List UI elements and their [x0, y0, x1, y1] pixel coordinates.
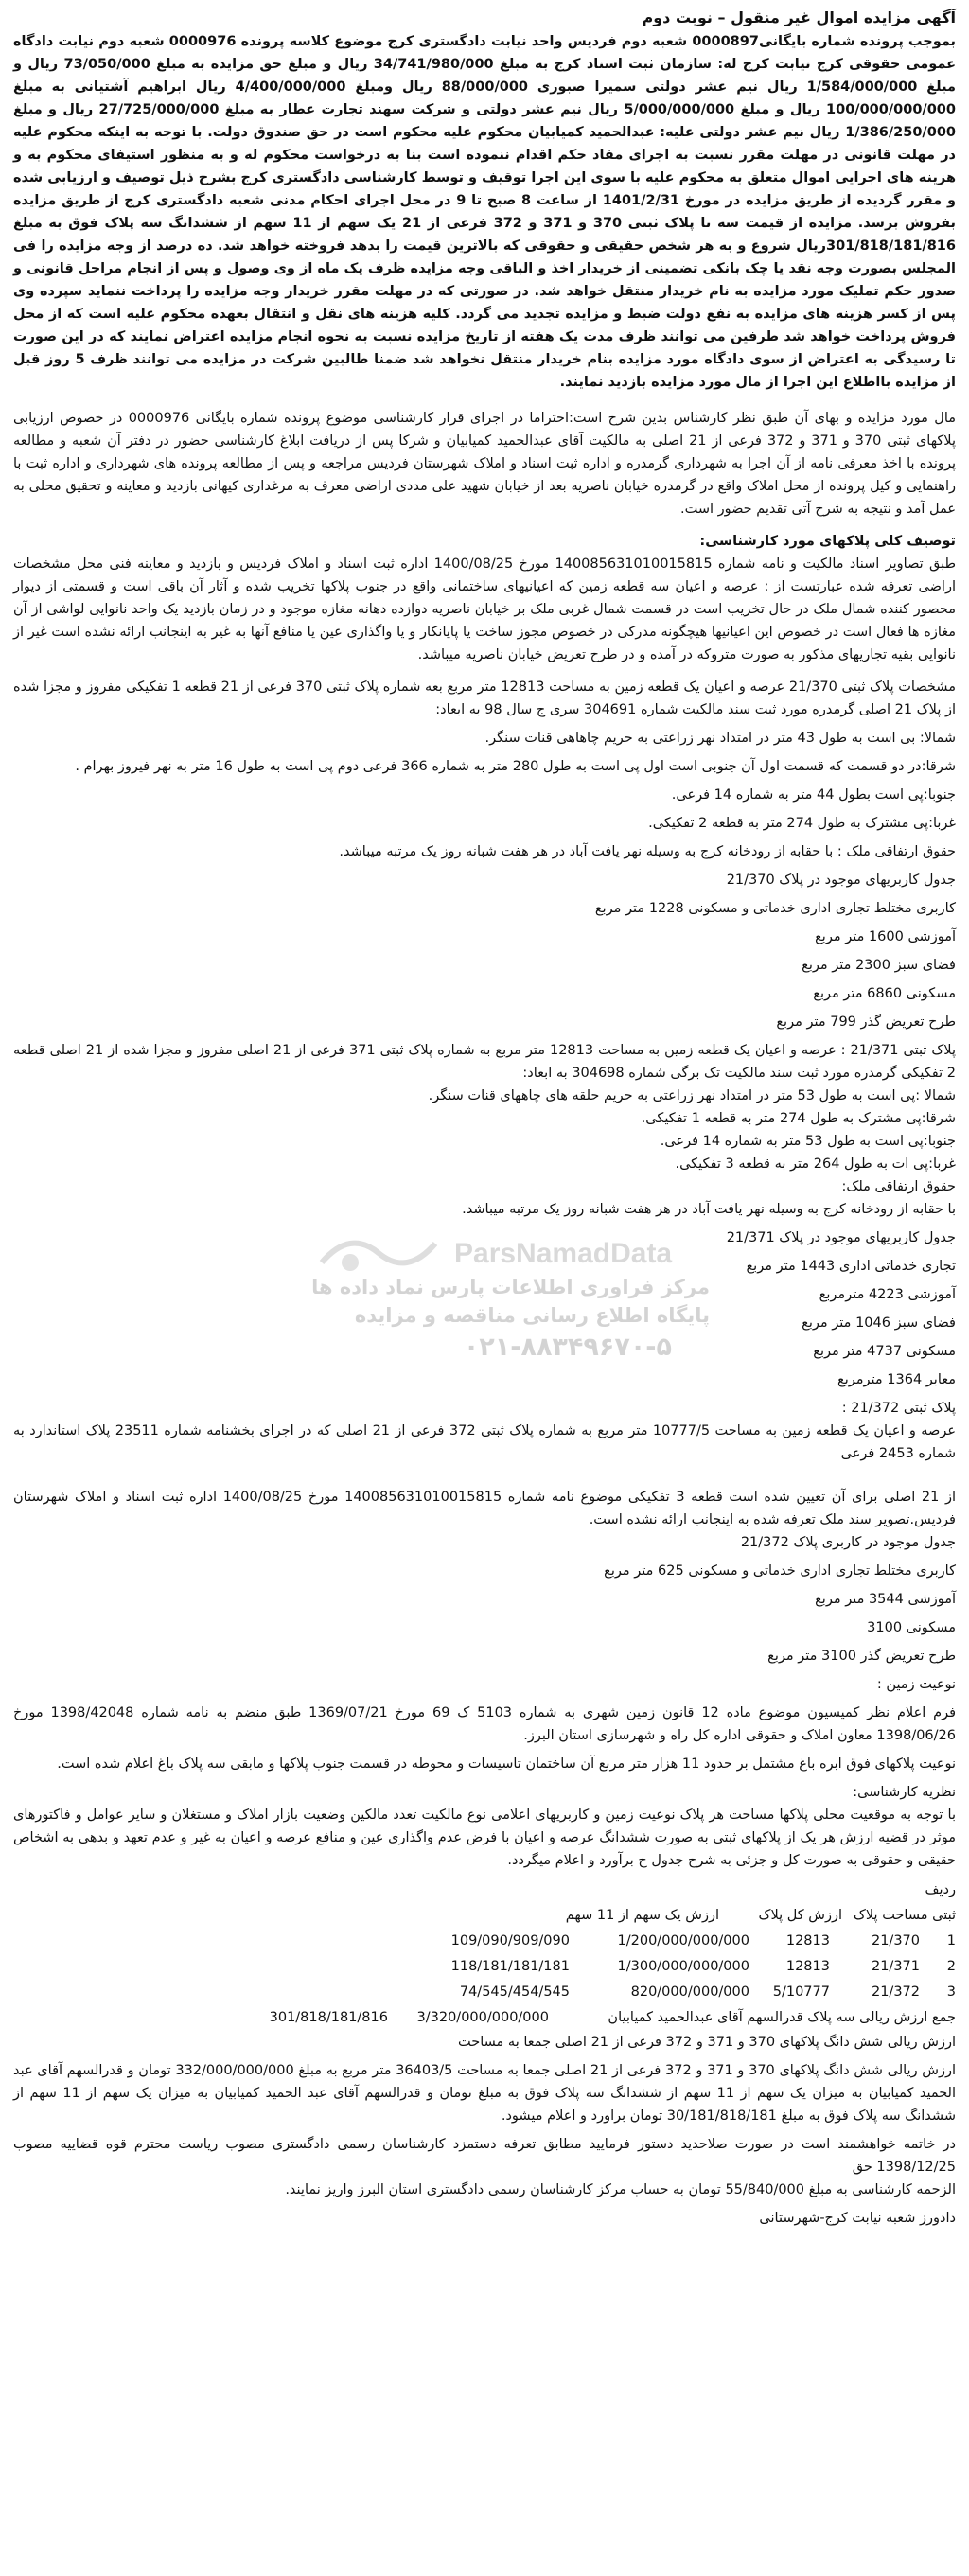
- row-value: 1/300/000/000/000: [617, 1959, 749, 1974]
- plot-372-spec: عرصه و اعیان یک قطعه زمین به مساحت 10777/5 متر مربع به شماره پلاک ثبتی 372 فرعی از 21 اصلی که در اجرای بخشنامه شماره 23511 پلاک استاندارد به شماره 2453 فرعی: [13, 1423, 956, 1461]
- zoning-heading: نوعیت زمین :: [876, 1677, 956, 1692]
- valuation-table: [13, 1878, 956, 2031]
- plot-370-usage-title: جدول کاربریهای موجود در پلاک 21/370: [726, 873, 956, 888]
- plot-372-heading: پلاک ثبتی 21/372 :: [841, 1401, 956, 1416]
- plot-370-north: شمالا: بی است به طول 43 متر در امتداد نهر زراعتی به حریم چاهاهی قنات سنگر.: [484, 731, 956, 746]
- plot-370-rights: حقوق ارتفاقی ملک : با حقابه از رودخانه کرج به وسیله نهر یافت آباد در هر هفت شبانه روز یک مرتبه میباشد.: [339, 844, 956, 859]
- row-plate: 21/371: [871, 1959, 920, 1974]
- row-area: 12813: [785, 1933, 830, 1949]
- area-sum-paragraph-2: ارزش ریالی شش دانگ پلاکهای 370 و 371 و 372 فرعی از 21 اصلی جمعا به مساحت 36403/5 متر مربع به مبلغ 332/000/000/000 تومان و قدرالسهم آقای عبد الحمید کمیابیان به میزان یک سهم از 11 سهم از ششدانگ سه پلاک فوق به مبلغ تومان و قدرالسهم آقای عبد الحمید کمیابیان به میزان یک سهم از 11 سهم از ششدانگ سه پلاک فوق به مبلغ 30/181/818/181 تومان براورد و اعلام میشود.: [13, 2063, 957, 2124]
- watermark-line-1: مرکز فراوری اطلاعات پارس نماد داده ها: [311, 1276, 710, 1298]
- zoning-paragraph: فرم اعلام نظر کمیسیون موضوع ماده 12 قانون زمین شهری به شماره 5103 ک 69 مورخ 1369/07/21 طبق منضم به نامه شماره 1398/42048 مورخ 1398/06/26 معاون املاک و حقوقی اداره کل راه و شهرسازی استان البرز.: [13, 1705, 956, 1743]
- table-row: [13, 1980, 956, 2005]
- plot-370-south: جنوبا:پی است بطول 44 متر به شماره 14 فرعی.: [671, 787, 956, 803]
- table-row: [13, 1954, 956, 1980]
- plot-371-spec: پلاک ثبتی 21/371 : عرصه و اعیان یک قطعه زمین به مساحت 12813 متر مربع به شماره پلاک ثبتی 371 فرعی از 21 اصلی مفروز و مجزا شده از 21 اصلی قطعه 2 تفکیکی گرمدره مورد ثبت سند مالکیت تک برگی شماره 304698 به ابعاد:: [13, 1043, 956, 1081]
- plot-372-usage-title: جدول موجود در کاربری پلاک 21/372: [740, 1535, 956, 1550]
- notice-title: آگهی مزایده اموال غیر منقول – نوبت دوم: [642, 9, 956, 26]
- plot-370-spec: مشخصات پلاک ثبتی 21/370 عرصه و اعیان یک قطعه زمین به مساحت 12813 متر مربع بعه شماره پلاک ثبتی 370 فرعی از 21 قطعه 1 تفکیکی مفروز و مجزا شده از پلاک 21 اصلی گرمدره مورد ثبت سند مالکیت شماره 304691 سری ج سال 98 به ابعاد:: [13, 679, 956, 717]
- appraisal-intro: مال مورد مزایده و بهای آن طبق نظر کارشناس بدین شرح است:احتراما در اجرای قرار کارشناسی موضوع پرونده شماره بایگانی 0000976 در خصوص ارزیابی پلاکهای ثبتی 370 و 371 و 372 فرعی از 21 اصلی به مالکیت آقای عبدالحمید کمیابیان و شرکا پس از دریافت ابلاغ کارشناسی حضور در دفتر آن شعبه و مطالعه پرونده با اخذ معرفی نامه از آن اجرا به شهرداری گرمدره و اداره ثبت اسناد و املاک شهرستان فردیس مراجعه و پس از مطالعه پرونده های شهرداری و اداره ثبت با راهنمایی و کیل پرونده از محل املاک واقع در گرمدره خیابان ناصریه بعد از خیابان شهید علی مددی اراضی معرف به مرغداری کیهانی بازدید و معاینه و تحقیق محلی به عمل آمد و نتیجه به شرح آتی تقدیم حضور است.: [13, 411, 956, 517]
- row-value: 820/000/000/000: [630, 1985, 749, 2000]
- plot-372-usage-1: کاربری مختلط تجاری اداری خدماتی و مسکونی 625 متر مربع: [604, 1563, 956, 1579]
- area-sum-paragraph: ارزش ریالی شش دانگ پلاکهای 370 و 371 و 372 فرعی از 21 اصلی جمعا به مساحت: [458, 2035, 956, 2050]
- plot-371-usage-1: تجاری خدماتی اداری 1443 متر مربع: [746, 1259, 956, 1274]
- row-number: 3: [946, 1985, 956, 2000]
- header-share-value: ارزش یک سهم از 11 سهم: [565, 1908, 719, 1923]
- plot-371-rights-heading: حقوق ارتفاقی ملک:: [841, 1179, 956, 1194]
- description-paragraph: طبق تصاویر اسناد مالکیت و نامه شماره 140085631010015815 مورخ 1400/08/25 اداره ثبت اسناد و املاک فردیس و بازدید و معاینه فنی محل مشخصات اراضی تعرفه شده عبارتست از : عرصه و اعیان سه قطعه زمین که اعیانیهای ساختمانی واقع در جنوب پلاکها تخریب شده و آثار آن باقی است و قسمتی از دیوار محصور کننده شمال ملک در حال تخریب است در قسمت شمال غربی ملک بر خیابان ناصریه دوازده دهانه مغازه موجود و در زمان بازدید یک واحد نانوایی لواشی از آن مغازه ها فعال است در خصوص این اعیانیها هیچگونه مدرکی در خصوص مجوز ساخت یا پایانکار و یا واگذاری عین یا منافع آنها به غیر به اینجانب ارائه نشده است غیر از نانوایی بقیه تجاریهای مذکور به صورت متروکه در آمده و در طرح تعریض خیابان ناصریه میباشد.: [13, 556, 956, 662]
- row-value: 1/200/000/000/000: [617, 1933, 749, 1949]
- watermark-phone: ۰۲۱-۸۸۳۴۹۶۷۰-۵: [463, 1332, 672, 1362]
- plot-371-west: غربا:پی ات به طول 264 متر به قطعه 3 تفکیکی.: [675, 1156, 956, 1172]
- plot-370-west: غربا:پی مشترک به طول 274 متر به قطعه 2 تفکیکی.: [648, 816, 956, 831]
- plot-370-usage-2: آموزشی 1600 متر مربع: [815, 929, 956, 944]
- plot-371-rights: با حقابه از رودخانه کرج به وسیله نهر یافت آباد در هر هفت شبانه روز یک مرتبه میباشد.: [462, 1202, 956, 1217]
- row-number: 1: [946, 1933, 956, 1949]
- total-share: 301/818/181/816: [269, 2010, 388, 2025]
- table-row: [13, 1929, 956, 1954]
- total-label: جمع ارزش ریالی سه پلاک قدرالسهم آقای عبدالحمید کمیابیان: [608, 2010, 956, 2025]
- plot-371-south: جنوبا:پی است به طول 53 متر به شماره 14 فرعی.: [660, 1134, 956, 1149]
- plot-372-spec-continued: از 21 اصلی برای آن تعیین شده است قطعه 3 تفکیکی موضوع نامه شماره 140085631010015815 مورخ 1400/08/25 اداره ثبت اسناد و املاک شهرستان فردیس.تصویر سند ملک تعرفه شده به اینجانب ارائه نشده است.: [13, 1490, 956, 1527]
- plot-370-usage-1: کاربری مختلط تجاری اداری خدماتی و مسکونی 1228 متر مربع: [594, 901, 956, 916]
- plot-370-east: شرقا:در دو قسمت که قسمت اول آن جنوبی است اول پی است به طول 280 متر به شماره 366 فرعی دوم پی است به طول 16 متر به نهر فیروز بهرام .: [75, 759, 956, 774]
- row-area: 5/10777: [772, 1985, 830, 2000]
- row-area: 12813: [785, 1959, 830, 1974]
- plot-372-usage-4: طرح تعریض گذر 3100 متر مربع: [767, 1649, 956, 1664]
- table-total-row: [13, 2005, 956, 2031]
- header-row-number: ردیف: [925, 1882, 956, 1897]
- plot-370-usage-4: مسکونی 6860 متر مربع: [813, 986, 956, 1001]
- watermark-brand: ParsNamadData: [454, 1238, 673, 1269]
- valuation-table-header: [13, 1878, 956, 1903]
- plot-371-north: شمالا :پی است به طول 53 متر در امتداد نهر زراعتی به حریم حلقه های چاههای قنات سنگر.: [428, 1088, 956, 1103]
- plot-372-usage-2: آموزشی 3544 متر مربع: [815, 1592, 956, 1607]
- signature: دادورز شعبه نیابت کرج-شهرستانی: [759, 2211, 956, 2226]
- opinion-heading: نظریه کارشناسی:: [853, 1785, 956, 1800]
- row-share: 74/545/454/545: [459, 1985, 570, 2000]
- description-heading: توصیف کلی پلاکهای مورد کارشناسی:: [699, 534, 956, 549]
- watermark-line-2: پایگاه اطلاع رسانی مناقصه و مزایده: [354, 1304, 710, 1327]
- header-total-value: ارزش کل پلاک: [758, 1908, 842, 1923]
- plot-370-usage-5: طرح تعریض گذر 799 متر مربع: [776, 1015, 956, 1030]
- plot-371-usage-title: جدول کاربریهای موجود در پلاک 21/371: [726, 1230, 956, 1245]
- plot-371-usage-2: آموزشی 4223 مترمربع: [819, 1287, 956, 1302]
- row-plate: 21/372: [871, 1985, 920, 2000]
- total-sum: 3/320/000/000/000: [416, 2010, 549, 2025]
- row-share: 118/181/181/181: [450, 1959, 570, 1974]
- row-plate: 21/370: [871, 1933, 920, 1949]
- plot-370-usage-3: فضای سبز 2300 متر مربع: [802, 958, 956, 973]
- plot-371-east: شرقا:پی مشترک به طول 274 متر به قطعه 1 تفکیکی.: [641, 1111, 956, 1126]
- plot-371-usage-4: مسکونی 4737 متر مربع: [813, 1344, 956, 1359]
- fee-paragraph-2: الزحمه کارشناسی به مبلغ 55/840/000 تومان به حساب مرکز کارشناسان رسمی دادگستری استان البرز واریز نمایند.: [285, 2182, 956, 2197]
- intro-paragraph: بموجب پرونده شماره بایگانی0000897 شعبه دوم فردیس واحد نیابت دادگستری کرج موضوع کلاسه پرونده 0000976 شعبه دوم نیابت دادگاه عمومی حقوقی کرج نیابت کرج له: سازمان ثبت اسناد کرج به مبلغ 34/741/980/000 ریال و مبلغ حق مزایده به مبلغ 73/050/000 ریال و مبلغ 1/584/000/000 ریال نیم عشر دولتی سمیرا صبوری 88/000/000 ریال ومبلغ 4/400/000/000 ریال ابراهیم آشتیانی به مبلغ 100/000/000/000 ریال و مبلغ 5/000/000/000 ریال نیم عشر دولتی و شرکت سهند تجارت عطار به مبلغ 27/725/000/000 ریال و مبلغ 1/386/250/000 ریال نیم عشر دولتی علیه: عبدالحمید کمیابیان محکوم علیه محکوم است در حق صندوق دولت. با توجه به اینکه محکوم علیه در مهلت قانونی در مهلت مقرر نسبت به اجرای مفاد حکم اقدام ننموده است بنا به درخواست محکوم له و به منظور استیفای محکوم به و هزینه های اجرایی اموال متعلق به محکوم علیه با سوی این اجرا توقیف و توسط کارشناسی دادگستری کرج بشرح ذیل توصیف و ارزیابی شده و مقرر گردیده از طریق مزایده در مورخ 1401/2/31 از ساعت 8 صبح تا 9 در محل اجرای احکام مدنی شعبه دادگستری کرج از طریق مزایده بفروش برسد. مزایده از قیمت سه تا پلاک ثبتی 370 و 371 و 372 فرعی از 21 یک سهم از 11 سهم از ششدانگ سه پلاک فوق به مبلغ 301/818/181/816ریال شروع و به هر شخص حقیقی و حقوقی که بالاترین قیمت را بدهد فروخته خواهد شد. ده درصد از وجه مزایده را فی المجلس بصورت وجه نقد یا چک بانکی تضمینی از خریدار اخذ و الباقی وجه مزایده ظرف یک ماه از وی وصول و پس از انجام مراحل قانونی و صدور حکم تملیک مورد مزایده به نام خریدار منتقل خواهد شد. در صورتی که در مهلت مقرر خریدار وجه مزایده را پرداخت ننماید سپرده وی پس از کسر هزینه های مزایده به نفع دولت ضبط و مزایده تجدید می گردد. کلیه هزینه های نقل و انتقال بعهده محکوم علیه است که از محل فروش پرداخت خواهد شد طرفین می توانند ظرف مدت یک هفته از تاریخ مزایده نسبت به نحوه انجام مزایده اعتراض نمایند که در این صورت تا رسیدگی به اعتراض از سوی دادگاه مورد مزایده بنام خریدار منتقل نخواهد شد ضمنا طالبین شرکت در مزایده می توانند ظرف 5 روز قبل از مزایده بااطلاع این اجرا از مال مورد مزایده بازدید نمایند.: [13, 34, 956, 390]
- opinion-paragraph: با توجه به موقعیت محلی پلاکها مساحت هر پلاک نوعیت زمین و کاربریهای اعلامی نوع مالکیت تعدد مالکین وضعیت بازار املاک و مستغلان و سایر عوامل و فاکتورهای موثر در قضیه ارزش هر یک از پلاکهای ثبتی به صورت ششدانگ عرصه و اعیان با فرض عدم واگذاری عین و منافع عرصه و اعیان به غیر و عدم تعهد و بدهی به اشخاص حقیقی و حقوقی به صورت کل و جزئی به شرح جدول ح برآورد و اعلام میگردد.: [13, 1808, 956, 1868]
- plot-371-usage-5: معابر 1364 مترمربع: [837, 1372, 956, 1387]
- valuation-table-header-2: [13, 1903, 956, 1929]
- fee-paragraph: در خاتمه خواهشمند است در صورت صلاحدید دستور فرمایید مطابق تعرفه دستمزد کارشناسان رسمی دادگستری مصوب ریاست محترم قوه قضاییه مصوب 1398/12/25 حق: [13, 2137, 956, 2175]
- row-share: 109/090/909/090: [450, 1933, 570, 1949]
- zoning-paragraph-2: نوعیت پلاکهای فوق ابره باغ مشتمل بر حدود 11 هزار متر مربع آن ساختمان تاسیسات و محوطه در قسمت جنوب پلاکها و مابقی سه پلاک باغ اعلام شده است.: [57, 1756, 956, 1772]
- header-area: ثبتی مساحت پلاک: [853, 1908, 956, 1923]
- plot-372-usage-3: مسکونی 3100: [867, 1620, 956, 1635]
- plot-371-usage-3: فضای سبز 1046 متر مربع: [802, 1315, 956, 1331]
- row-number: 2: [946, 1959, 956, 1974]
